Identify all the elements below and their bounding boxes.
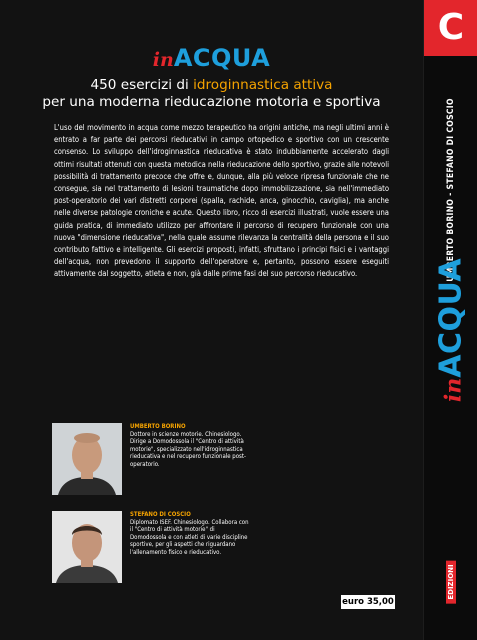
author-description: Dottore in scienze motorie. Chinesiologo. Dirige a Domodossola il "Centro di attività motorie", specializzato nell'idroginnastica rieducativa e nel recupero funzionale post-operatorio. — [130, 430, 246, 468]
book-spine — [423, 0, 477, 640]
subtitle-highlight: idroginnastica attiva — [193, 77, 333, 93]
author-bio — [130, 423, 250, 469]
author-photo — [52, 423, 122, 495]
author-bio — [130, 511, 250, 557]
author-name: STEFANO DI COSCIO — [130, 511, 191, 518]
badge-letter: C — [437, 7, 465, 48]
logo-word: ACQUA — [173, 44, 271, 72]
subtitle-line-1 — [10, 77, 413, 94]
book-description: L'uso del movimento in acqua come mezzo terapeutico ha origini antiche, ma negli ultimi anni è entrato a far parte dei percorsi rieducativi in campo ortopedico e sportivo con un crescente consenso. Lo sviluppo dell'idroginnastica rieducativa è stato indubbiamente accelerato dagli ottimi risultati ottenuti con questa metodica nella rieducazione dello sportivo, grazie alle notevoli possibilità di trattamento precoce che offre e, dunque, alla più veloce ripresa funzionale che ne consegue, sia nel trattamento di lesioni traumatiche dopo immobilizzazione, sia nell'immediato post-operatorio dei vari distretti corporei (spalla, rachide, anca, ginocchio, caviglia), ma anche nelle diverse patologie croniche e acute. Questo libro, ricco di esercizi illustrati, vuole essere una guida pratica, di immediato utilizzo per affrontare il percorso di recupero funzionale con una nuova "dimensione rieducativa", nella quale assume rilevanza la centralità della persona e il suo contributo fattivo e intelligente. Gli esercizi proposti, infatti, sfruttano i principi fisici e i vantaggi dell'acqua, non prevedono il supporto dell'operatore e, pertanto, possono essere eseguiti attivamente dal soggetto, atleta e non, già dalle prime fasi del suo percorso rieducativo. — [54, 123, 389, 279]
price-tag: euro 35,00 — [342, 597, 394, 607]
series-badge — [424, 0, 477, 56]
subtitle-line-2: per una moderna rieducazione motoria e sportiva — [42, 94, 381, 110]
portrait-image — [52, 423, 122, 495]
book-logo — [0, 44, 423, 72]
subtitle-prefix: 450 esercizi di — [90, 77, 194, 93]
author-description: Diplomato ISEF. Chinesiologo. Collabora con il "Centro di attività motorie" di Domodossola e con atleti di varie discipline sportive, per gli aspetti che riguardano l'allenamento fisico e rieducativo. — [130, 518, 249, 556]
author-photo — [52, 511, 122, 583]
portrait-image — [52, 511, 122, 583]
spine-logo — [434, 258, 469, 402]
author-name: UMBERTO BORINO — [130, 423, 186, 430]
spine-logo-word: ACQUA — [433, 257, 469, 378]
publisher-logo: EDIZIONI — [446, 560, 456, 603]
spine-authors: UMBERTO BORINO - STEFANO DI COSCIO — [446, 98, 456, 282]
book-subtitle — [10, 77, 413, 111]
logo-prefix: in — [152, 49, 174, 71]
spine-logo-prefix: in — [440, 377, 467, 403]
